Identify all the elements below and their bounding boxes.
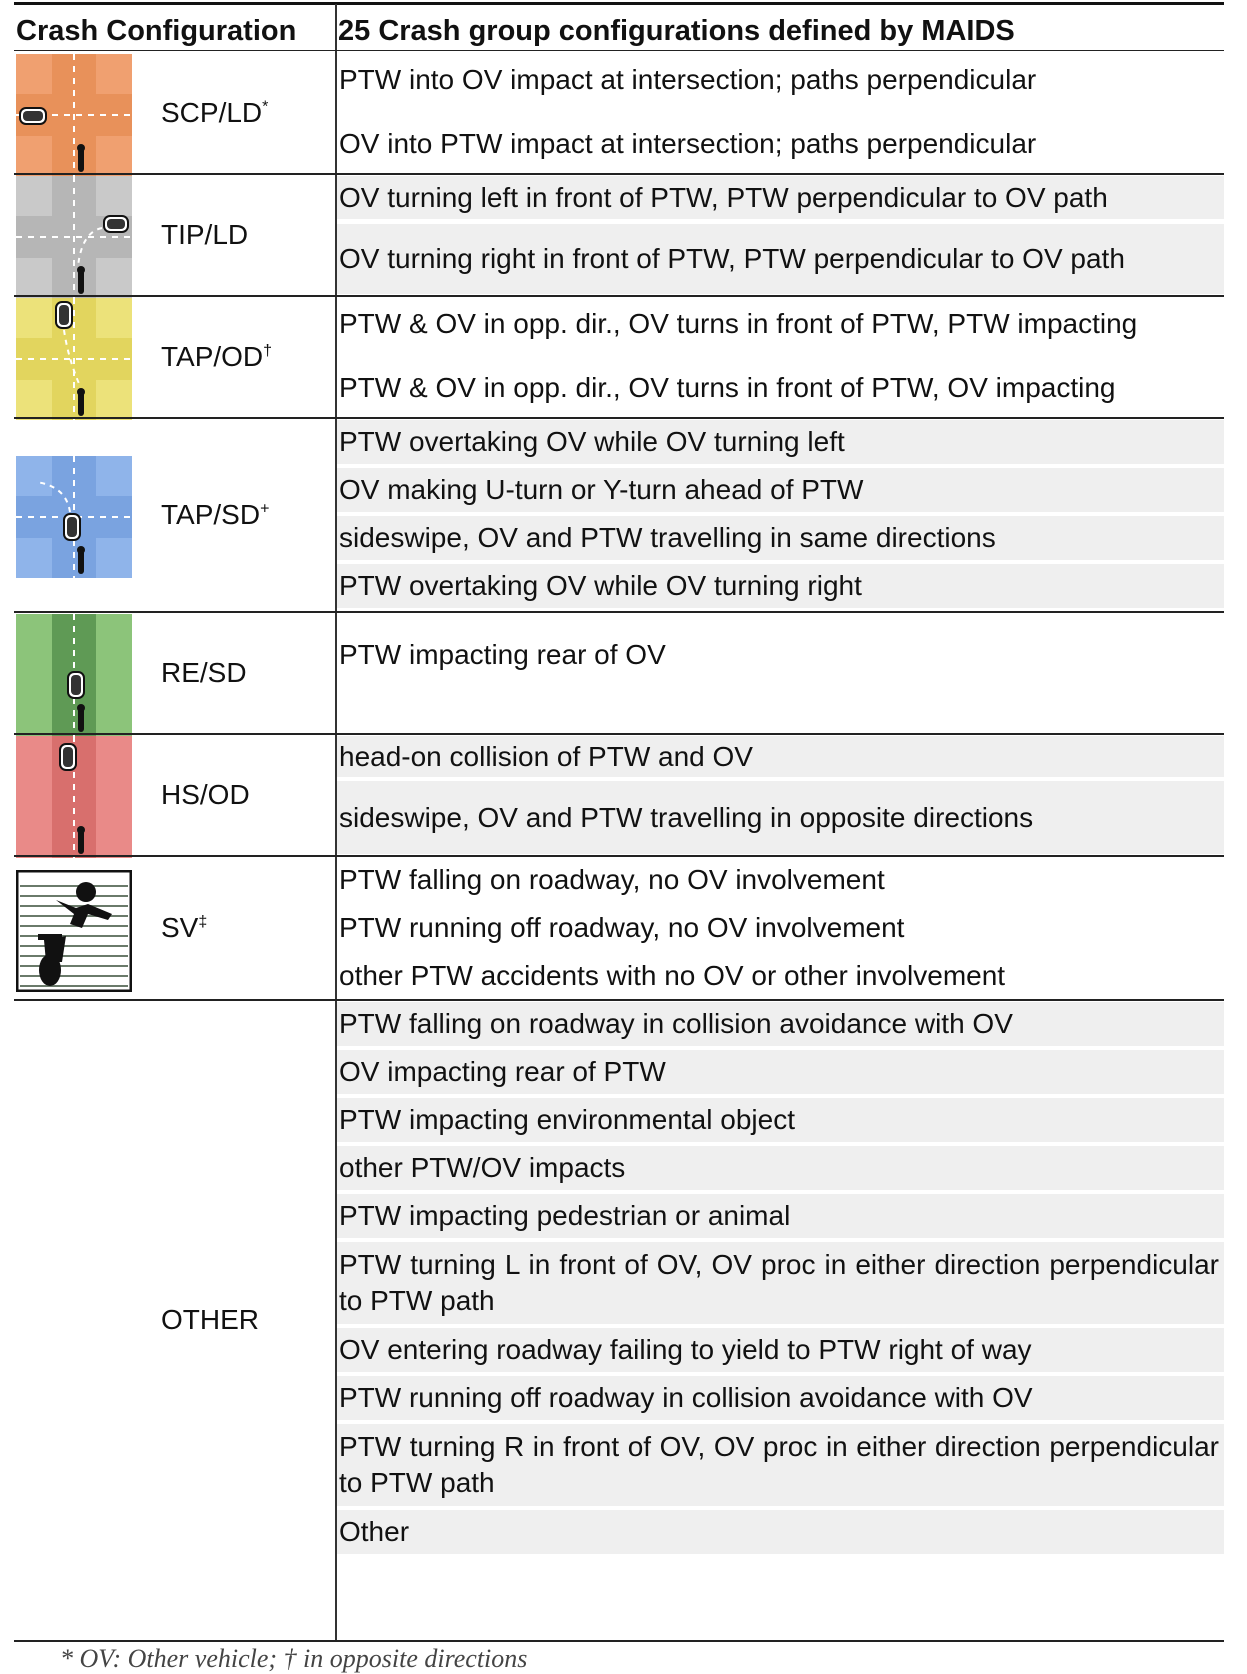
group-divider bbox=[14, 855, 1224, 857]
crash-description: PTW running off roadway in collision avoidance with OV bbox=[339, 1382, 1033, 1413]
crash-description: sideswipe, OV and PTW travelling in same directions bbox=[339, 522, 996, 553]
crash-description: PTW overtaking OV while OV turning right bbox=[339, 570, 862, 601]
crash-code bbox=[161, 340, 272, 374]
crash-code-label: SV bbox=[161, 912, 199, 943]
orange-intersection-icon bbox=[16, 54, 132, 176]
crash-code-label: RE/SD bbox=[161, 657, 247, 688]
crash-code bbox=[161, 656, 247, 690]
group-divider bbox=[14, 733, 1224, 735]
crash-description: PTW turning R in front of OV, OV proc in either direction perpendicular to PTW path bbox=[339, 1431, 1219, 1498]
green-road-icon bbox=[16, 614, 132, 736]
group-divider bbox=[14, 999, 1224, 1001]
crash-description: PTW impacting rear of OV bbox=[339, 639, 666, 670]
column-header-crash-configuration: Crash Configuration bbox=[16, 15, 297, 47]
crash-description: other PTW/OV impacts bbox=[339, 1152, 626, 1183]
crash-description: sideswipe, OV and PTW travelling in opposite directions bbox=[339, 801, 1034, 833]
footnote-mark: ‡ bbox=[198, 913, 208, 931]
crash-code bbox=[161, 498, 269, 532]
crash-description: PTW overtaking OV while OV turning left bbox=[339, 426, 845, 457]
crash-description: PTW falling on roadway, no OV involvement bbox=[339, 864, 885, 895]
footnote-mark: + bbox=[260, 500, 270, 518]
crash-description: PTW falling on roadway in collision avoidance with OV bbox=[339, 1008, 1013, 1039]
crash-code bbox=[161, 778, 250, 812]
crash-code-label: TIP/LD bbox=[161, 219, 249, 250]
footnote-mark: * bbox=[262, 98, 269, 116]
crash-code-label: SCP/LD bbox=[161, 97, 263, 128]
crash-description: OV turning right in front of PTW, PTW perpendicular to OV path bbox=[339, 243, 1125, 274]
crash-description: PTW running off roadway, no OV involvement bbox=[339, 912, 905, 943]
crash-description: OV impacting rear of PTW bbox=[339, 1056, 666, 1087]
crash-description: head-on collision of PTW and OV bbox=[339, 740, 753, 772]
crash-description: OV entering roadway failing to yield to PTW right of way bbox=[339, 1334, 1032, 1365]
footnote: * OV: Other vehicle; † in opposite directions bbox=[60, 1644, 528, 1673]
group-divider bbox=[14, 611, 1224, 613]
crash-description: OV into PTW impact at intersection; paths perpendicular bbox=[339, 128, 1037, 159]
crash-code-label: TAP/OD bbox=[161, 341, 264, 372]
crash-code-label: TAP/SD bbox=[161, 499, 261, 530]
fallen-rider-icon bbox=[16, 870, 132, 992]
blue-intersection-icon bbox=[16, 456, 132, 578]
footnote-mark: † bbox=[263, 342, 273, 360]
crash-code bbox=[161, 911, 207, 945]
group-divider bbox=[14, 417, 1224, 419]
crash-description: PTW impacting pedestrian or animal bbox=[339, 1200, 791, 1231]
crash-code-label: OTHER bbox=[161, 1304, 259, 1335]
crash-code-label: HS/OD bbox=[161, 779, 250, 810]
crash-description: PTW & OV in opp. dir., OV turns in front of PTW, PTW impacting bbox=[339, 307, 1138, 339]
group-divider bbox=[14, 295, 1224, 297]
group-divider bbox=[14, 173, 1224, 175]
yellow-intersection-icon bbox=[16, 298, 132, 420]
column-header-crash-groups: 25 Crash group configurations defined by MAIDS bbox=[338, 15, 1015, 47]
crash-description: other PTW accidents with no OV or other involvement bbox=[339, 960, 1006, 991]
crash-code bbox=[161, 1303, 259, 1337]
grey-intersection-icon bbox=[16, 176, 132, 298]
header-rule bbox=[14, 50, 1224, 51]
table-bottom-rule bbox=[14, 1640, 1224, 1642]
crash-description: Other bbox=[339, 1516, 410, 1547]
crash-description: PTW impacting environmental object bbox=[339, 1104, 795, 1135]
crash-description: PTW turning L in front of OV, OV proc in either direction perpendicular to PTW path bbox=[339, 1249, 1219, 1316]
table-top-rule bbox=[14, 2, 1224, 5]
crash-code bbox=[161, 96, 268, 130]
crash-description: OV turning left in front of PTW, PTW perpendicular to OV path bbox=[339, 181, 1108, 213]
crash-code bbox=[161, 218, 248, 252]
red-road-icon bbox=[16, 736, 132, 858]
crash-description: PTW & OV in opp. dir., OV turns in front of PTW, OV impacting bbox=[339, 372, 1116, 403]
crash-description: OV making U-turn or Y-turn ahead of PTW bbox=[339, 474, 864, 505]
crash-description: PTW into OV impact at intersection; paths perpendicular bbox=[339, 63, 1037, 95]
